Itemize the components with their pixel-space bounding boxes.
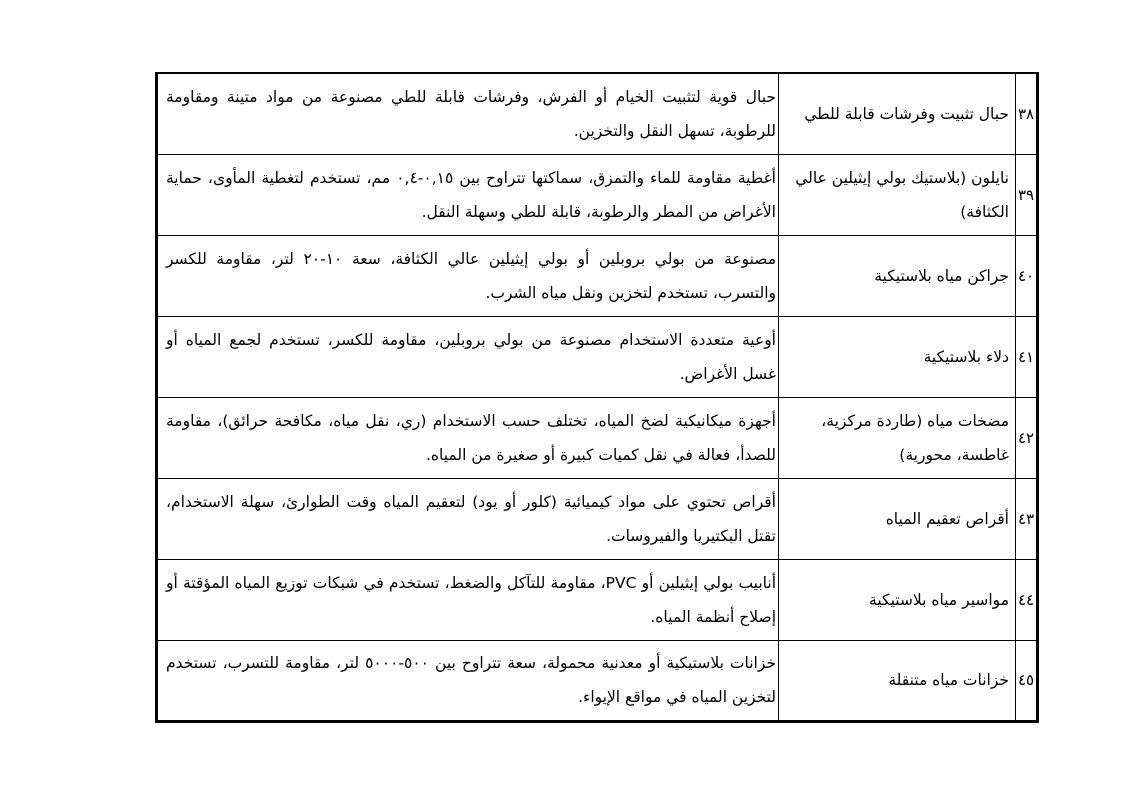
- row-number: ٤٣: [1016, 478, 1038, 559]
- item-name: حبال تثبيت وفرشات قابلة للطي: [779, 73, 1016, 154]
- item-description: أغطية مقاومة للماء والتمزق، سماكتها تتراوح بين ٠,١٥-٠,٤ مم، تستخدم لتغطية المأوى، حماية الأغراض من المطر والرطوبة، قابلة للطي وسهلة النقل.: [157, 154, 779, 235]
- item-description: خزانات بلاستيكية أو معدنية محمولة، سعة تتراوح بين ٥٠٠-٥٠٠٠ لتر، مقاومة للتسرب، تستخدم لتخزين المياه في مواقع الإيواء.: [157, 640, 779, 721]
- row-number: ٤٥: [1016, 640, 1038, 721]
- table-row: [157, 559, 1038, 640]
- items-table: [155, 72, 1039, 723]
- item-description: مصنوعة من بولي بروبلين أو بولي إيثيلين عالي الكثافة، سعة ١٠-٢٠ لتر، مقاومة للكسر والتسرب، تستخدم لتخزين ونقل مياه الشرب.: [157, 235, 779, 316]
- item-description: أوعية متعددة الاستخدام مصنوعة من بولي بروبلين، مقاومة للكسر، تستخدم لجمع المياه أو غسل الأغراض.: [157, 316, 779, 397]
- table-row: [157, 316, 1038, 397]
- table-row: [157, 154, 1038, 235]
- row-number: ٣٩: [1016, 154, 1038, 235]
- row-number: ٤٢: [1016, 397, 1038, 478]
- item-description: أجهزة ميكانيكية لضخ المياه، تختلف حسب الاستخدام (ري، نقل مياه، مكافحة حرائق)، مقاومة للصدأ، فعالة في نقل كميات كبيرة أو صغيرة من المياه.: [157, 397, 779, 478]
- table-row: [157, 640, 1038, 721]
- table-row: [157, 73, 1038, 154]
- row-number: ٤١: [1016, 316, 1038, 397]
- row-number: ٤٠: [1016, 235, 1038, 316]
- item-name: نايلون (بلاستيك بولي إيثيلين عالي الكثافة): [779, 154, 1016, 235]
- row-number: ٣٨: [1016, 73, 1038, 154]
- table-row: [157, 478, 1038, 559]
- item-description: حبال قوية لتثبيت الخيام أو الفرش، وفرشات قابلة للطي مصنوعة من مواد متينة ومقاومة للرطوبة، تسهل النقل والتخزين.: [157, 73, 779, 154]
- item-description: أنابيب بولي إيثيلين أو PVC، مقاومة للتآكل والضغط، تستخدم في شبكات توزيع المياه المؤقتة أو إصلاح أنظمة المياه.: [157, 559, 779, 640]
- item-name: جراكن مياه بلاستيكية: [779, 235, 1016, 316]
- item-name: خزانات مياه متنقلة: [779, 640, 1016, 721]
- table-row: [157, 397, 1038, 478]
- row-number: ٤٤: [1016, 559, 1038, 640]
- item-name: دلاء بلاستيكية: [779, 316, 1016, 397]
- item-name: مواسير مياه بلاستيكية: [779, 559, 1016, 640]
- item-name: مضخات مياه (طاردة مركزية، غاطسة، محورية): [779, 397, 1016, 478]
- table-row: [157, 235, 1038, 316]
- item-name: أقراص تعقيم المياه: [779, 478, 1016, 559]
- item-description: أقراص تحتوي على مواد كيميائية (كلور أو يود) لتعقيم المياه وقت الطوارئ، سهلة الاستخدام، تقتل البكتيريا والفيروسات.: [157, 478, 779, 559]
